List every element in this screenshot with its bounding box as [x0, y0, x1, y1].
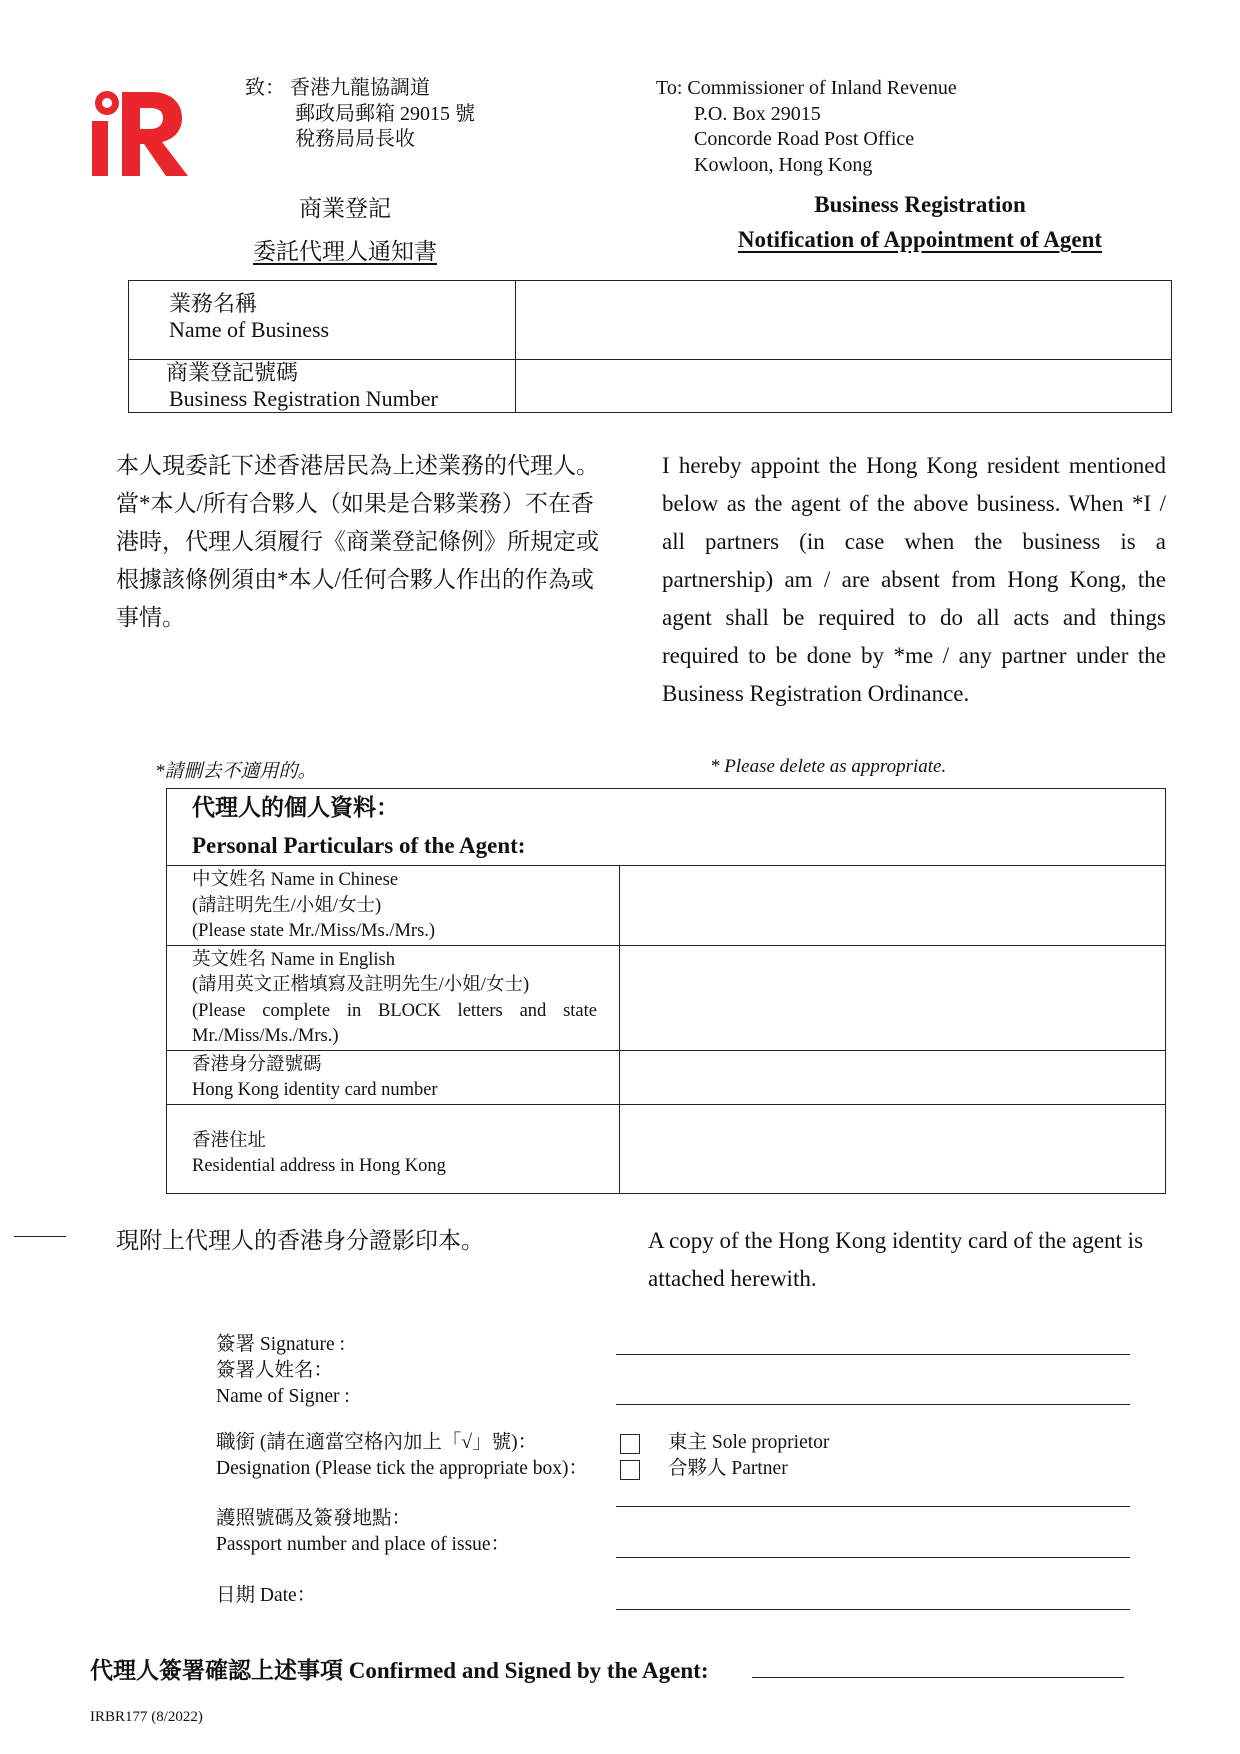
address-en-line: To: Commissioner of Inland Revenue — [656, 77, 957, 99]
signer-name-line[interactable] — [616, 1404, 1130, 1405]
passport-line[interactable] — [616, 1557, 1130, 1558]
title-en-line2: Notification of Appointment of Agent — [737, 227, 1103, 252]
english-name-label-line: (請用英文正楷填寫及註明先生/小姐/女士) — [192, 975, 530, 995]
partner-checkbox[interactable] — [620, 1460, 640, 1480]
designation-options — [668, 1430, 829, 1482]
english-name-label-line: 英文姓名 Name in English — [192, 949, 395, 970]
delete-note-zh: *請刪去不適用的。 — [155, 761, 317, 782]
business-table — [128, 280, 1172, 413]
passport-label-zh: 護照號碼及簽發地點： — [216, 1508, 412, 1529]
date-label: 日期 Date： — [216, 1585, 317, 1606]
appointment-en: I hereby appoint the Hong Kong resident mentioned below as the agent of the above business. When *I / all partners (in case when the business is a partnership) am / are absent from Hong Kong, the agent shall be required to do all acts and things required to be done by *me / any partner under the Business Registration Ordinance. — [662, 453, 1166, 706]
sole-proprietor-checkbox[interactable] — [620, 1434, 640, 1454]
passport-label-en: Passport number and place of issue： — [216, 1534, 511, 1555]
address-en-line: P.O. Box 29015 — [694, 102, 821, 125]
sole-proprietor-label: 東主 Sole proprietor — [668, 1432, 830, 1453]
signature-line[interactable] — [616, 1354, 1130, 1355]
attachment-en: A copy of the Hong Kong identity card of the agent is attached herewith. — [648, 1228, 1144, 1291]
address-en-line: Kowloon, Hong Kong — [694, 153, 873, 176]
hkid-label-line: Hong Kong identity card number — [192, 1080, 438, 1100]
title-en — [660, 192, 1180, 253]
business-name-label-zh: 業務名稱 — [169, 291, 258, 316]
address-field[interactable] — [620, 1104, 1166, 1193]
designation-label-en: Designation (Please tick the appropriate box)： — [216, 1458, 589, 1479]
chinese-name-label — [167, 866, 620, 946]
address-zh — [245, 76, 475, 153]
title-en-line1: Business Registration — [814, 192, 1026, 217]
business-name-label — [129, 281, 516, 360]
signer-label-en: Name of Signer : — [216, 1386, 350, 1407]
english-name-field[interactable] — [620, 945, 1166, 1050]
attachment-tick-line[interactable] — [14, 1236, 66, 1237]
hkid-label-line: 香港身分證號碼 — [192, 1054, 322, 1075]
agent-heading-en: Personal Particulars of the Agent: — [192, 833, 526, 858]
address-en-line: Concorde Road Post Office — [694, 128, 915, 150]
designation-label-block — [216, 1430, 588, 1482]
brn-label-en: Business Registration Number — [169, 386, 438, 411]
signature-label: 簽署 Signature : — [216, 1334, 345, 1355]
title-zh — [200, 190, 490, 266]
title-zh-line2: 委託代理人通知書 — [253, 239, 437, 264]
english-name-label — [167, 945, 620, 1050]
title-zh-line1: 商業登記 — [299, 196, 391, 221]
delete-note-en: * Please delete as appropriate. — [710, 756, 947, 777]
chinese-name-field[interactable] — [620, 866, 1166, 946]
chinese-name-label-line: (Please state Mr./Miss/Ms./Mrs.) — [192, 921, 436, 941]
address-zh-line: 郵政局郵箱 29015 號 — [295, 102, 475, 125]
address-zh-line: 致： 香港九龍協調道 — [245, 77, 430, 99]
agent-heading-zh: 代理人的個人資料： — [192, 795, 399, 820]
hkid-label — [167, 1050, 620, 1104]
address-zh-line: 稅務局局長收 — [295, 128, 415, 150]
partner-label: 合夥人 Partner — [668, 1458, 788, 1479]
signature-label-block — [216, 1332, 350, 1410]
brn-label-zh: 商業登記號碼 — [166, 360, 299, 385]
brn-field[interactable] — [516, 360, 1172, 413]
address-label-line: 香港住址 — [192, 1130, 267, 1151]
signer-label-zh: 簽署人姓名： — [216, 1360, 334, 1381]
brn-label — [129, 360, 516, 413]
designation-label-zh: 職銜 (請在適當空格內加上「√」號)： — [216, 1432, 538, 1453]
business-name-label-en: Name of Business — [169, 317, 330, 342]
chinese-name-label-line: (請註明先生/小姐/女士) — [192, 895, 382, 916]
agent-table — [166, 788, 1166, 1194]
address-label-line: Residential address in Hong Kong — [192, 1156, 446, 1176]
ird-logo — [90, 88, 190, 178]
form-number: IRBR177 (8/2022) — [90, 1709, 203, 1725]
attachment-zh: 現附上代理人的香港身分證影印本。 — [116, 1228, 484, 1253]
business-name-field[interactable] — [516, 281, 1172, 360]
address-label — [167, 1104, 620, 1193]
passport-label-block — [216, 1506, 510, 1558]
appointment-zh: 本人現委託下述香港居民為上述業務的代理人。當*本人/所有合夥人（如果是合夥業務）不在香港時，代理人須履行《商業登記條例》所規定或根據該條例須由*本人/任何合夥人作出的作為或事情。 — [116, 453, 599, 630]
english-name-label-line: (Please complete in BLOCK letters and state Mr./Miss/Ms./Mrs.) — [192, 1000, 597, 1046]
agent-table-heading — [167, 789, 1166, 866]
date-line[interactable] — [616, 1609, 1130, 1610]
address-en — [656, 76, 957, 178]
hkid-field[interactable] — [620, 1050, 1166, 1104]
confirmation-signature-line[interactable] — [752, 1677, 1124, 1678]
confirmation-text: 代理人簽署確認上述事項 Confirmed and Signed by the Agent: — [90, 1658, 709, 1683]
designation-line[interactable] — [616, 1506, 1130, 1507]
chinese-name-label-line: 中文姓名 Name in Chinese — [192, 870, 399, 890]
